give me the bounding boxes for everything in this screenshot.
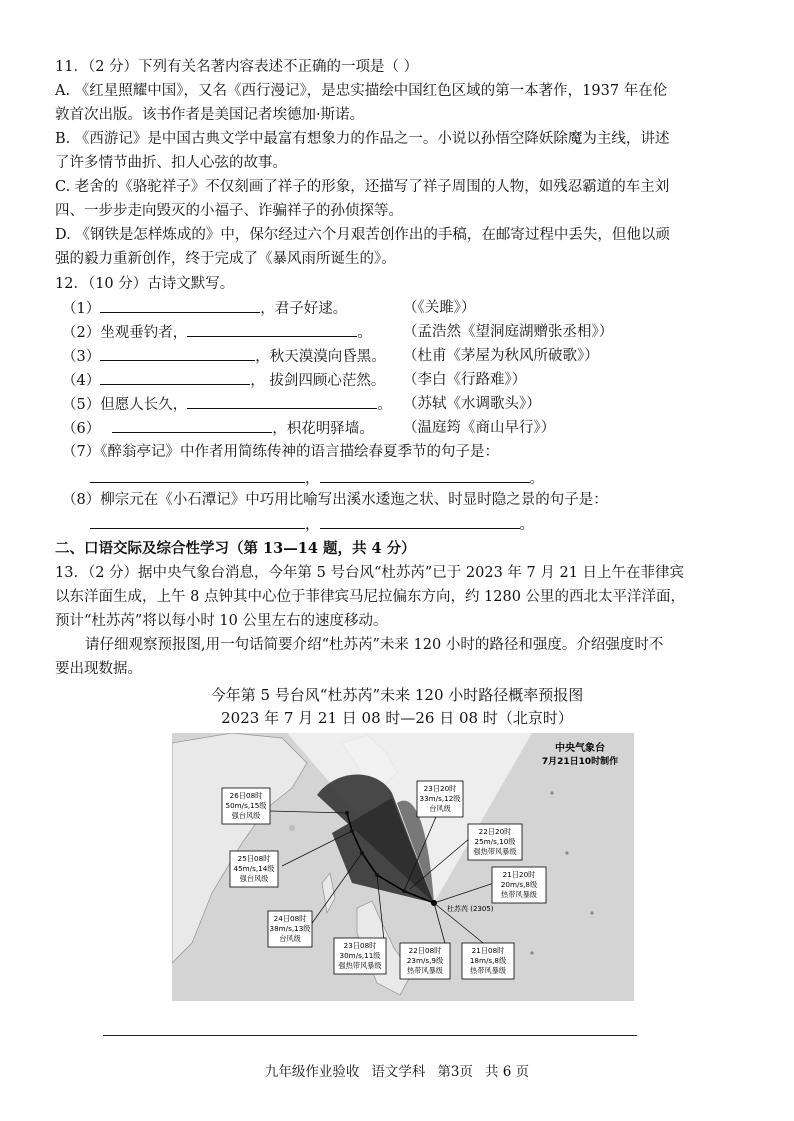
q12-item-8-answer	[90, 514, 534, 535]
q11-option-b-cont: 了许多情节曲折、扣人心弦的故事。	[55, 155, 287, 171]
svg-text:21日08时: 21日08时	[471, 946, 505, 955]
q12-item-3	[62, 346, 386, 367]
forecast-box-21d20h	[492, 867, 546, 903]
q13-text-5: 要出现数据。	[55, 661, 142, 677]
answer-blank[interactable]	[187, 322, 357, 337]
q11-option-d-cont: 强的毅力重新创作，终于完成了《暴风雨所诞生的》。	[55, 251, 396, 267]
q11-option-a: A. 《红星照耀中国》，又名《西行漫记》，是忠实描绘中国红色区域的第一本著作，1937 年在伦	[55, 83, 668, 99]
forecast-box-21d08h	[462, 943, 514, 979]
q13-text-2: 以东洋面生成，上午 8 点钟其中心位于菲律宾马尼拉偏东方向，约 1280 公里的西北太平洋洋面，	[55, 589, 686, 605]
q12-item-1	[62, 298, 347, 319]
svg-text:台风级: 台风级	[279, 934, 301, 943]
section-title: 二、口语交际及综合性学习（第 13—14 题，共 4 分）	[55, 540, 416, 557]
q12-stem: 12．（10 分）古诗文默写。	[55, 276, 235, 292]
verse-text: ，秋天漠漠向昏黑。	[255, 349, 386, 365]
q11-option-a-cont: 敦首次出版。该书作者是美国记者埃德加·斯诺。	[55, 107, 365, 123]
q11-stem: 11．（2 分）下列有关名著内容表述不正确的一项是（ ）	[55, 59, 419, 75]
footer-total: 共 6 页	[484, 1064, 530, 1080]
typhoon-forecast-map	[172, 733, 634, 1001]
q12-source-6: （温庭筠《商山早行》）	[403, 420, 556, 436]
svg-text:强热带风暴级: 强热带风暴级	[338, 961, 382, 970]
q12-source-2: （孟浩然《望洞庭湖赠张丞相》）	[403, 324, 614, 340]
punctuation: 。	[519, 517, 534, 533]
punctuation: ，	[305, 471, 320, 487]
verse-text: ， 拔剑四顾心茫然。	[250, 373, 386, 389]
page-footer	[0, 1060, 794, 1080]
map-caption-title: 今年第 5 号台风“杜苏芮”未来 120 小时路径概率预报图	[210, 686, 584, 704]
forecast-box-26d08h	[222, 788, 270, 824]
verse-text: ，君子好逑。	[260, 301, 348, 317]
q12-item-5	[62, 394, 392, 415]
q12-item-4	[62, 370, 385, 391]
svg-text:24日08时: 24日08时	[273, 914, 307, 923]
q12-source-3: （杜甫《茅屋为秋风所破歌》）	[403, 348, 599, 364]
svg-text:强台风级: 强台风级	[231, 811, 261, 820]
svg-text:25日08时: 25日08时	[237, 854, 271, 863]
punctuation: 。	[377, 397, 392, 413]
answer-blank[interactable]	[187, 394, 377, 409]
item-number: （5）	[62, 397, 101, 413]
q12-item-8: （8）柳宗元在《小石潭记》中巧用比喻写出溪水逶迤之状、时显时隐之景的句子是：	[62, 492, 608, 508]
svg-text:22日20时: 22日20时	[478, 827, 512, 836]
item-number: （4）	[62, 373, 101, 389]
q11-option-d: D. 《钢铁是怎样炼成的》中，保尔经过六个月艰苦创作出的手稿，在邮寄过程中丢失，但他以顽	[55, 227, 670, 243]
q12-source-5: （苏轼《水调歌头》）	[403, 396, 541, 412]
punctuation: ，	[305, 517, 320, 533]
map-header-time: 7月21日10时制作	[541, 757, 619, 767]
footer-subject: 语文学科	[371, 1064, 426, 1080]
svg-text:50m/s,15级: 50m/s,15级	[225, 801, 267, 810]
footer-page: 第3页	[437, 1064, 473, 1080]
forecast-box-24d08h	[268, 911, 312, 947]
svg-text:25m/s,10级: 25m/s,10级	[474, 837, 516, 846]
forecast-box-23d08h	[334, 938, 386, 974]
svg-text:33m/s,12级: 33m/s,12级	[419, 794, 461, 803]
item-number: （6）	[62, 421, 101, 437]
q12-item-2	[62, 322, 372, 343]
verse-text: ，枳花明驿墙。	[272, 421, 374, 437]
svg-text:23m/s,9级: 23m/s,9级	[406, 956, 444, 965]
svg-text:20m/s,8级: 20m/s,8级	[500, 880, 538, 889]
answer-blank[interactable]	[100, 370, 250, 385]
item-number: （3）	[62, 349, 101, 365]
verse-text: 但愿人长久，	[100, 397, 188, 413]
answer-blank[interactable]	[320, 514, 520, 529]
svg-text:45m/s,14级: 45m/s,14级	[233, 864, 275, 873]
svg-text:38m/s,13级: 38m/s,13级	[269, 924, 311, 933]
q12-source-4: （李白《行路难》）	[403, 372, 527, 388]
item-number: （2）	[62, 325, 101, 341]
map-header-agency: 中央气象台	[555, 743, 605, 754]
forecast-box-23d20h	[417, 781, 463, 817]
svg-text:台风级: 台风级	[429, 804, 451, 813]
answer-blank[interactable]	[100, 298, 260, 313]
svg-text:30m/s,11级: 30m/s,11级	[339, 951, 381, 960]
svg-text:26日08时: 26日08时	[229, 791, 263, 800]
q11-option-c: C. 老舍的《骆驼祥子》不仅刻画了祥子的形象，还描写了祥子周围的人物，如残忍霸道的车主刘	[55, 179, 670, 195]
q12-item-6	[62, 418, 374, 439]
item-number: （1）	[62, 301, 101, 317]
q13-text-1: 13．（2 分）据中央气象台消息，今年第 5 号台风“杜苏芮”已于 2023 年 7 月 21 日上午在菲律宾	[55, 565, 685, 581]
q12-source-1: （《关雎》）	[403, 300, 476, 316]
q11-option-b: B. 《西游记》是中国古典文学中最富有想象力的作品之一。小说以孙悟空降妖除魔为主线，讲述	[55, 131, 670, 147]
answer-blank[interactable]	[320, 468, 530, 483]
map-caption-date: 2023 年 7 月 21 日 08 时—26 日 08 时（北京时）	[221, 709, 573, 727]
svg-text:热带风暴级: 热带风暴级	[407, 966, 443, 975]
svg-text:强热带风暴级: 强热带风暴级	[473, 847, 517, 856]
q12-item-7-answer	[90, 468, 544, 489]
answer-blank[interactable]	[90, 468, 305, 483]
punctuation: 。	[357, 325, 372, 341]
q11-option-c-cont: 四、一步步走向毁灭的小福子、诈骗祥子的孙侦探等。	[55, 203, 403, 219]
q13-text-4: 请仔细观察预报图,用一句话简要介绍“杜苏芮”未来 120 小时的路径和强度。介绍强度时不	[85, 637, 664, 653]
svg-text:23日08时: 23日08时	[343, 941, 377, 950]
svg-text:22日08时: 22日08时	[408, 946, 442, 955]
answer-line[interactable]	[103, 1035, 637, 1036]
forecast-box-25d08h	[230, 851, 278, 887]
svg-text:热带风暴级: 热带风暴级	[470, 966, 506, 975]
storm-name: 杜苏芮 (2305)	[447, 905, 494, 913]
forecast-box-22d20h	[468, 824, 522, 860]
footer-grade: 九年级作业验收	[264, 1064, 360, 1080]
q12-item-7: （7）《醉翁亭记》中作者用简练传神的语言描绘春夏季节的句子是：	[62, 444, 499, 460]
punctuation: 。	[529, 471, 544, 487]
svg-text:热带风暴级: 热带风暴级	[501, 890, 537, 899]
answer-blank[interactable]	[112, 418, 272, 433]
svg-text:强台风级: 强台风级	[239, 874, 269, 883]
svg-text:18m/s,8级: 18m/s,8级	[469, 956, 507, 965]
answer-blank[interactable]	[90, 514, 305, 529]
verse-text: 坐观垂钓者，	[100, 325, 188, 341]
answer-blank[interactable]	[100, 346, 255, 361]
q13-text-3: 预计“杜苏芮”将以每小时 10 公里左右的速度移动。	[55, 613, 388, 629]
svg-text:21日20时: 21日20时	[502, 870, 536, 879]
svg-text:23日20时: 23日20时	[423, 784, 457, 793]
forecast-box-22d08h	[400, 943, 450, 979]
